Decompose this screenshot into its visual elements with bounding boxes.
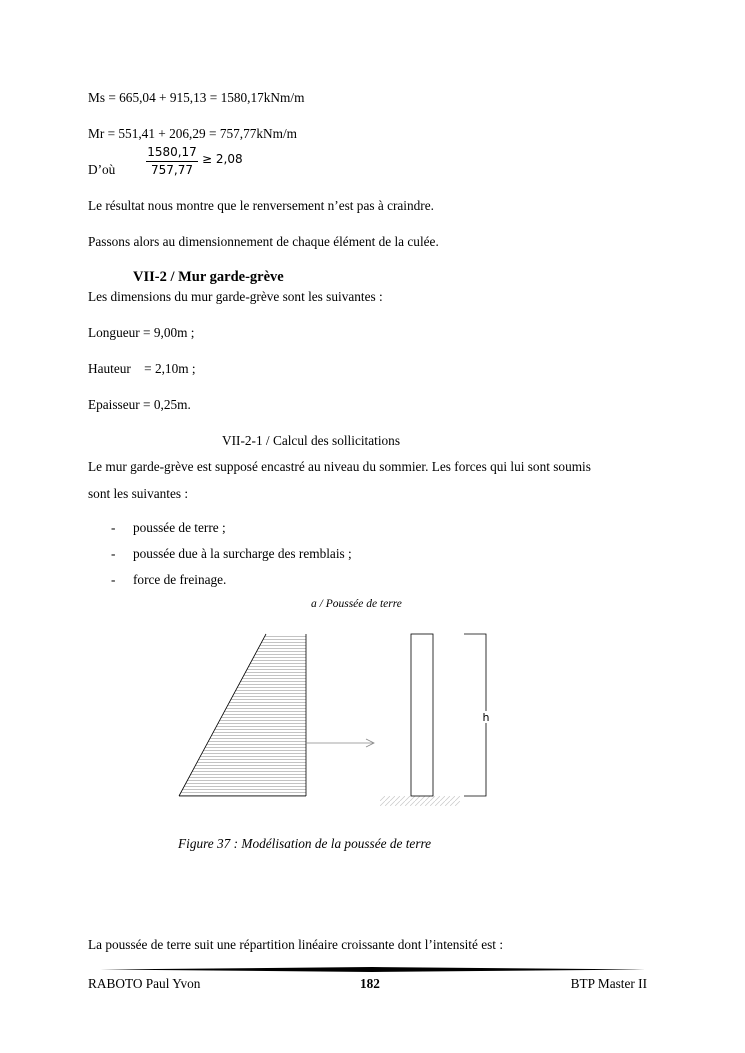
list-item (111, 546, 352, 572)
list-item-text: poussée de terre ; (133, 520, 226, 535)
fraction-relation: ≥ 2,08 (202, 152, 243, 166)
pressure-triangle (179, 634, 306, 796)
fraction-denominator: 757,77 (151, 163, 193, 177)
height-label: h (482, 711, 490, 724)
forces-list (111, 520, 352, 598)
figure-subtitle: a / Poussée de terre (311, 598, 402, 610)
bullet-marker: - (111, 546, 116, 561)
footer-program: BTP Master II (570, 976, 647, 991)
footer-author: RABOTO Paul Yvon (88, 976, 201, 991)
mr-equation: Mr = 551,41 + 206,29 = 757,77kNm/m (88, 126, 298, 141)
last-paragraph: La poussée de terre suit une répartition linéaire croissante dont l’intensité est : (88, 937, 504, 952)
earth-pressure-figure (170, 626, 500, 812)
list-item-text: force de freinage. (133, 572, 227, 587)
wall-section (411, 634, 433, 796)
footer-rule (100, 967, 645, 972)
longueur-line: Longueur = 9,00m ; (88, 325, 195, 340)
bullet-marker: - (111, 520, 116, 535)
fraction-bar (146, 161, 198, 162)
figure-caption: Figure 37 : Modélisation de la poussée de terre (178, 836, 432, 851)
subsection-title: VII-2-1 / Calcul des sollicitations (222, 433, 400, 448)
dou-label: D’où (88, 162, 116, 177)
paragraph-line-2: sont les suivantes : (88, 486, 189, 501)
paragraph-line-1: Le mur garde-grève est supposé encastré au niveau du sommier. Les forces qui lui sont soumis (88, 459, 591, 474)
list-item (111, 572, 352, 598)
fraction-numerator: 1580,17 (147, 145, 197, 159)
list-item-text: poussée due à la surcharge des remblais ; (133, 546, 352, 561)
section-title: VII-2 / Mur garde-grève (133, 269, 284, 285)
ms-equation: Ms = 665,04 + 915,13 = 1580,17kNm/m (88, 90, 305, 105)
page-number: 182 (360, 976, 380, 991)
passons-text: Passons alors au dimensionnement de chaque élément de la culée. (88, 234, 439, 249)
dimensions-intro: Les dimensions du mur garde-grève sont les suivantes : (88, 289, 383, 304)
hauteur-line: Hauteur = 2,10m ; (88, 361, 196, 376)
ground-hatch (380, 796, 460, 806)
result-text: Le résultat nous montre que le renversement n’est pas à craindre. (88, 198, 434, 213)
footer (0, 976, 745, 992)
bullet-marker: - (111, 572, 116, 587)
list-item (111, 520, 352, 546)
epaisseur-line: Epaisseur = 0,25m. (88, 397, 191, 412)
